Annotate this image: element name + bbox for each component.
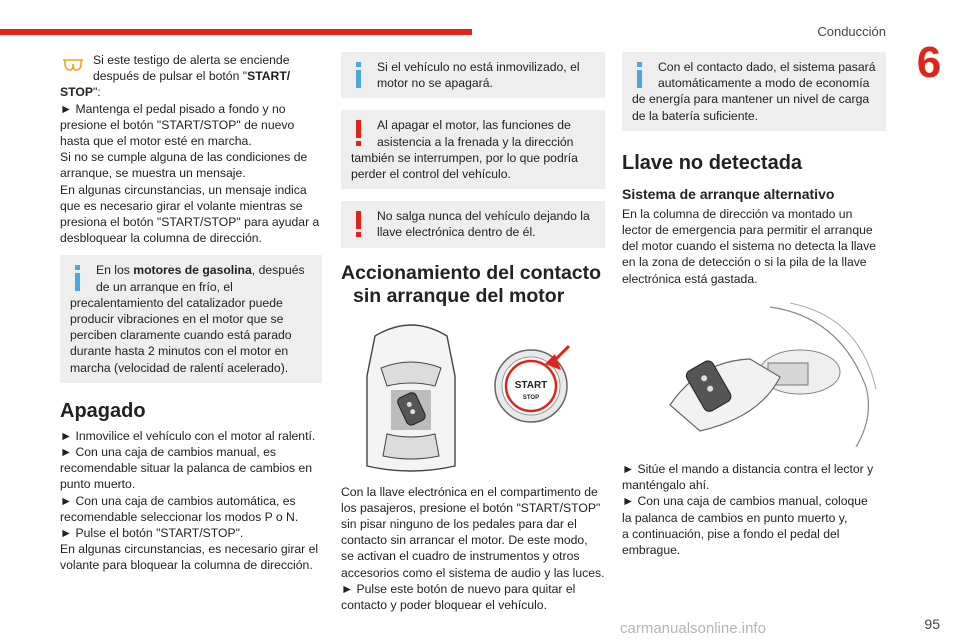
warning-bold-stop: STOP bbox=[60, 85, 93, 100]
step-line: la palanca de cambios en punto muerto y, bbox=[622, 510, 848, 525]
column-1 bbox=[60, 52, 322, 574]
info-pre: En los bbox=[96, 263, 134, 278]
page-number: 95 bbox=[924, 616, 940, 632]
info-line: de la batería suficiente. bbox=[632, 108, 759, 123]
apagado-line: ► Inmovilice el vehículo con el motor al ralentí. bbox=[60, 428, 316, 443]
info-icon bbox=[70, 263, 86, 293]
body-line: ► Pulse este botón de nuevo para quitar el bbox=[341, 581, 576, 596]
info-box-economy bbox=[622, 52, 886, 131]
body-line: sin pisar ninguno de los pedales para dar el bbox=[341, 517, 577, 532]
info-line bbox=[70, 279, 312, 295]
warning-bold-start: START/ bbox=[247, 69, 291, 84]
step-line: arranque, se muestra un mensaje. bbox=[60, 166, 246, 181]
info-line: automáticamente a modo de economía bbox=[658, 76, 870, 91]
steering-column-reader-illustration bbox=[650, 297, 880, 447]
start-button-label: START bbox=[514, 379, 548, 391]
info-first-line bbox=[70, 262, 312, 278]
info-line: marcha (velocidad de ralentí acelerado). bbox=[70, 360, 289, 375]
warning-line-1: Si este testigo de alerta se enciende bbox=[93, 53, 290, 67]
ignition-body bbox=[341, 484, 605, 614]
apagado-line: En algunas circunstancias, es necesario girar el bbox=[60, 542, 319, 557]
stop-button-label: STOP bbox=[522, 394, 540, 401]
step-line: que es necesario girar el volante mientras se bbox=[60, 198, 303, 213]
section-title: Conducción bbox=[817, 24, 886, 39]
apagado-line: ► Pulse el botón "START/STOP". bbox=[60, 526, 244, 541]
ignition-illustration bbox=[341, 316, 605, 478]
warning-line: Al apagar el motor, las funciones de bbox=[377, 118, 571, 133]
key-not-detected-heading: Llave no detectada bbox=[622, 151, 803, 174]
step-line: ► Mantenga el pedal pisado a fondo y no bbox=[60, 101, 286, 116]
warning-line: llave electrónica dentro de él. bbox=[377, 225, 536, 240]
step-line: hasta que el motor esté en marcha. bbox=[60, 134, 252, 149]
info-box-immobilized bbox=[341, 52, 605, 98]
catalyst-warning-icon bbox=[62, 58, 84, 72]
column-3 bbox=[622, 52, 886, 558]
alternative-start-body bbox=[622, 206, 886, 287]
step-line: Si no se cumple alguna de las condiciones de bbox=[60, 150, 308, 165]
warning-line: también se interrumpen, por lo que podría bbox=[351, 150, 578, 165]
warning-stop-line bbox=[60, 84, 322, 100]
info-icon bbox=[632, 60, 648, 90]
body-line: electrónica está gastada. bbox=[622, 271, 758, 286]
body-line: se activan el cuadro de instrumentos y otros bbox=[341, 549, 580, 564]
warning-box-assist bbox=[341, 110, 605, 189]
ignition-heading-line-2: sin arranque del motor bbox=[353, 284, 565, 307]
info-text: de un arranque en frío, el bbox=[96, 279, 233, 294]
warning-line: asistencia a la frenada y la dirección bbox=[377, 134, 574, 149]
info-icon bbox=[351, 60, 367, 90]
warning-line: No salga nunca del vehículo dejando la bbox=[377, 209, 590, 224]
apagado-steps bbox=[60, 428, 322, 574]
step-line: manténgalo ahí. bbox=[622, 478, 710, 493]
body-line: en la zona de detección o si la pila de la llave bbox=[622, 255, 867, 270]
warning-line-2: después de pulsar el botón " bbox=[93, 69, 248, 84]
step-line: presiona el botón "START/STOP" para ayudar a bbox=[60, 215, 320, 230]
body-line: lector de emergencia para permitir el arranque bbox=[622, 223, 873, 238]
info-bold: motores de gasolina bbox=[133, 263, 252, 278]
step-line: ► Sitúe el mando a distancia contra el lector y bbox=[622, 462, 874, 477]
info-line: producir vibraciones en el motor que se bbox=[70, 312, 284, 327]
info-line: Si el vehículo no está inmovilizado, el bbox=[377, 60, 580, 74]
watermark: carmanualsonline.info bbox=[620, 620, 766, 637]
body-line: contacto sin arrancar el motor. De este modo, bbox=[341, 533, 588, 548]
alternative-start-steps bbox=[622, 461, 886, 558]
info-line: motor no se apagará. bbox=[377, 76, 493, 91]
apagado-heading: Apagado bbox=[60, 399, 146, 422]
info-box-petrol bbox=[60, 255, 322, 382]
header-accent-bar bbox=[0, 29, 472, 35]
step-line: embrague. bbox=[622, 543, 681, 558]
apagado-line: punto muerto. bbox=[60, 477, 136, 492]
apagado-line: recomendable situar la palanca de cambios en bbox=[60, 461, 313, 476]
warning-box-key bbox=[341, 201, 605, 247]
step-line: ► Con una caja de cambios manual, coloque bbox=[622, 494, 868, 509]
body-line: los pasajeros, presione el botón "START/STOP" bbox=[341, 500, 601, 515]
chapter-number: 6 bbox=[916, 38, 942, 87]
info-line: de energía para mantener un nivel de carga bbox=[632, 92, 870, 107]
body-line: accesorios como el sistema de audio y las luces. bbox=[341, 565, 605, 580]
apagado-line: volante para bloquear la columna de dirección. bbox=[60, 558, 313, 573]
ignition-heading bbox=[341, 262, 605, 308]
alternative-start-subheading: Sistema de arranque alternativo bbox=[622, 185, 835, 202]
apagado-line: ► Con una caja de cambios automática, es bbox=[60, 493, 296, 508]
step-line: En algunas circunstancias, un mensaje indica bbox=[60, 182, 307, 197]
body-line: contacto y poder bloquear el vehículo. bbox=[341, 598, 547, 613]
warning-icon bbox=[351, 118, 367, 148]
warning-light-text bbox=[60, 52, 322, 84]
ignition-heading-line-1: Accionamiento del contacto bbox=[341, 261, 602, 284]
info-line: Con el contacto dado, el sistema pasará bbox=[658, 60, 876, 74]
column-2 bbox=[341, 52, 605, 613]
info-line: precalentamiento del catalizador puede bbox=[70, 295, 283, 310]
apagado-line: ► Con una caja de cambios manual, es bbox=[60, 445, 276, 460]
car-top-view-illustration bbox=[341, 316, 605, 478]
info-post: , después bbox=[251, 263, 305, 278]
apagado-line: recomendable seleccionar los modos P o N. bbox=[60, 509, 299, 524]
step-line: presione el botón "START/STOP" de nuevo bbox=[60, 117, 295, 132]
warning-line: perder el control del vehículo. bbox=[351, 167, 511, 182]
info-line: perciben claramente cuando está parado bbox=[70, 328, 292, 343]
body-line: Con la llave electrónica en el compartimento de bbox=[341, 484, 598, 499]
info-line: durante hasta 2 minutos con el motor en bbox=[70, 344, 289, 359]
warning-icon bbox=[351, 209, 367, 239]
warning-colon: ": bbox=[92, 85, 101, 100]
body-line: En la columna de dirección va montado un bbox=[622, 206, 853, 221]
start-steps bbox=[60, 101, 322, 247]
step-line: a continuación, pise a fondo el pedal del bbox=[622, 526, 840, 541]
body-line: del motor cuando el sistema no detecta la llave bbox=[622, 239, 877, 254]
step-line: desbloquear la columna de dirección. bbox=[60, 231, 262, 246]
